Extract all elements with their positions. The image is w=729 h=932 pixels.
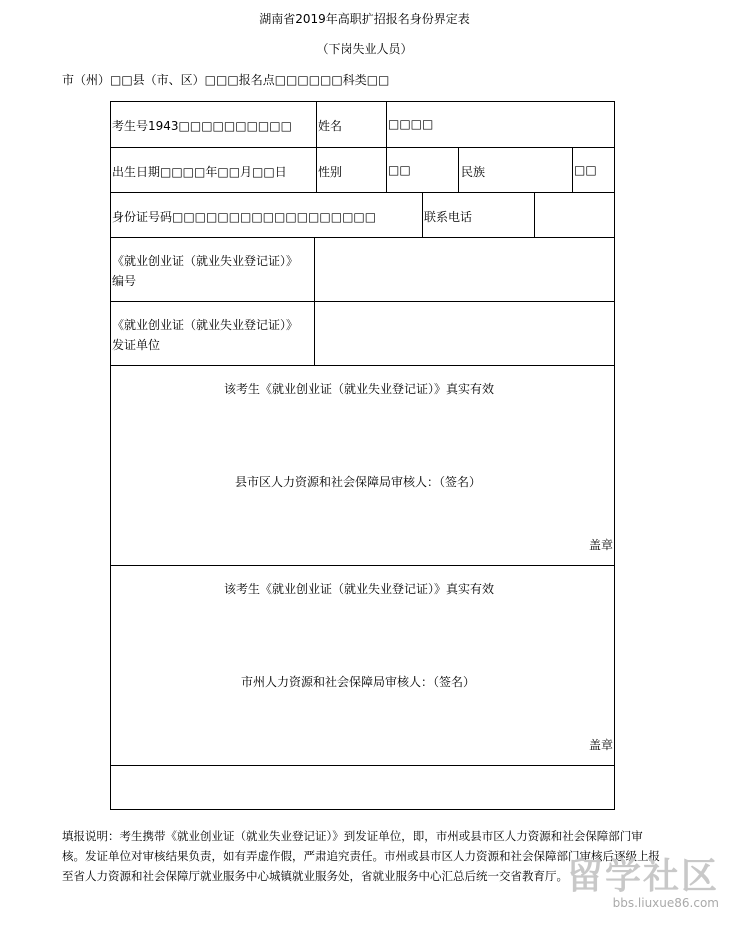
ethnicity-label: 民族 (461, 165, 486, 179)
row-divider (111, 237, 614, 238)
cert-number-label (112, 251, 298, 291)
county-seal-text: 盖章 (589, 538, 614, 552)
id-number-label: 身份证号码□□□□□□□□□□□□□□□□□□ (112, 210, 377, 224)
row-divider (111, 301, 614, 302)
cert-issuer-label-line1: 《就业创业证（就业失业登记证）》 (112, 318, 299, 332)
cert-number-label-line1: 《就业创业证（就业失业登记证）》 (112, 254, 299, 268)
row-divider (111, 147, 614, 148)
name-field[interactable]: □□□□ (388, 117, 434, 131)
row-divider (111, 765, 614, 766)
name-label: 姓名 (318, 119, 343, 133)
county-reviewer-text: 县市区人力资源和社会保障局审核人：（签名） (235, 475, 482, 489)
watermark-logo: 留学社区 (566, 856, 719, 897)
identity-form-table (110, 101, 615, 810)
col-divider (534, 192, 535, 237)
gender-field[interactable]: □□ (388, 163, 411, 177)
phone-label: 联系电话 (424, 210, 473, 224)
col-divider (458, 147, 459, 192)
col-divider (316, 102, 317, 147)
birth-date-label: 出生日期□□□□年□□月□□日 (112, 165, 287, 179)
location-line: 市（州）□□县（市、区）□□□报名点□□□□□□科类□□ (62, 73, 390, 87)
cert-issuer-label (112, 315, 298, 355)
row-divider (111, 565, 614, 566)
cert-number-label-line2: 编号 (112, 274, 137, 288)
col-divider (386, 102, 387, 147)
row-divider (111, 365, 614, 366)
city-reviewer-text: 市州人力资源和社会保障局审核人：（签名） (241, 675, 476, 689)
col-divider (422, 192, 423, 237)
cert-number-field[interactable] (317, 240, 612, 298)
city-seal-text: 盖章 (589, 738, 614, 752)
col-divider (386, 147, 387, 192)
city-verify-text: 该考生《就业创业证（就业失业登记证）》真实有效 (224, 582, 495, 596)
phone-field[interactable] (536, 197, 612, 233)
exam-number-label: 考生号1943□□□□□□□□□□ (112, 119, 292, 133)
county-verify-text: 该考生《就业创业证（就业失业登记证）》真实有效 (224, 382, 495, 396)
page-title: 湖南省2019年高职扩招报名身份界定表 (259, 12, 470, 26)
watermark (567, 858, 719, 910)
watermark-url: bbs.liuxue86.com (612, 896, 719, 910)
cert-issuer-label-line2: 发证单位 (112, 338, 161, 352)
col-divider (314, 237, 315, 365)
page-subtitle: （下岗失业人员） (316, 42, 413, 56)
filling-instructions: 填报说明：考生携带《就业创业证（就业失业登记证）》到发证单位，即，市州或县市区人力资源和社会保障部门审核。发证单位对审核结果负责，如有弄虚作假，严肃追究责任。市州或县市区人力资源和社会保障部门审核后逐级上报至省人力资源和社会保障厅就业服务中心城镇就业服务处，省就业服务中心汇总后统一交省教育厅。 (62, 829, 660, 883)
ethnicity-field[interactable]: □□ (574, 163, 597, 177)
col-divider (572, 147, 573, 192)
cert-issuer-field[interactable] (317, 304, 612, 362)
col-divider (316, 147, 317, 192)
gender-label: 性别 (318, 165, 343, 179)
row-divider (111, 192, 614, 193)
